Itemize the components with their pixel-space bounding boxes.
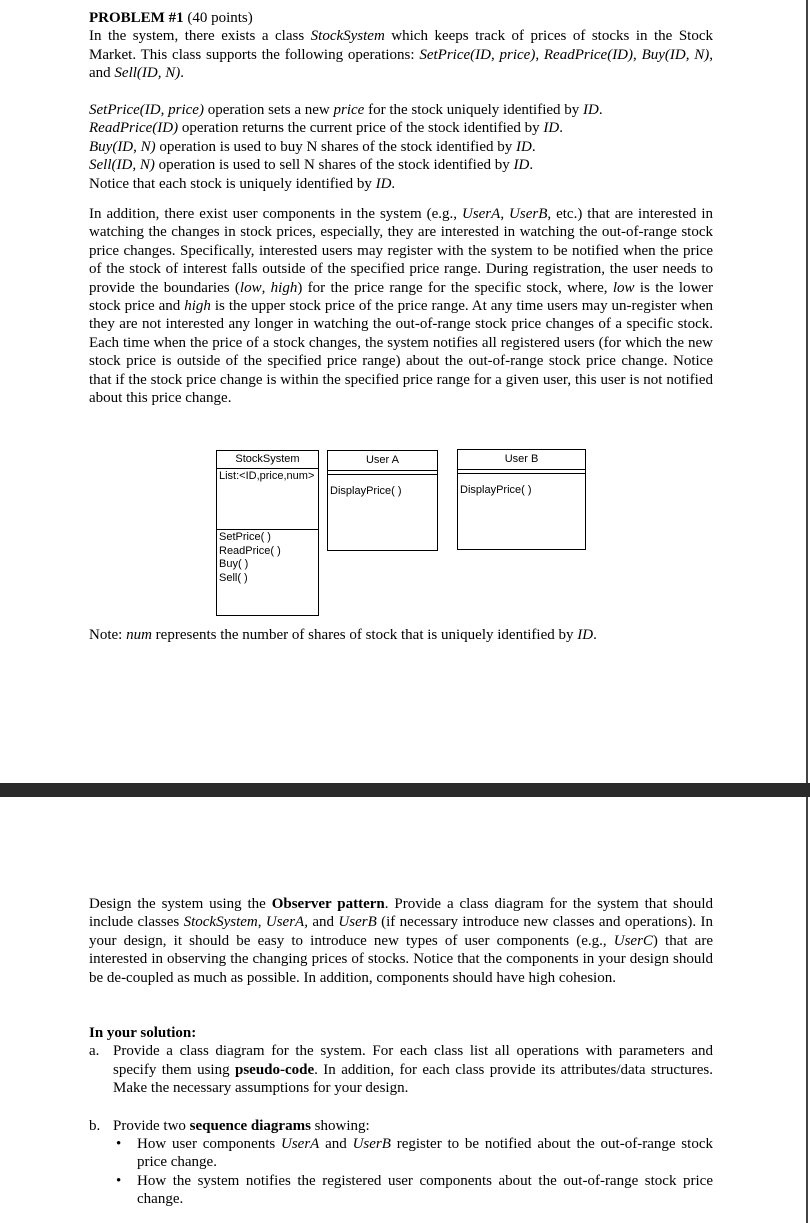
- solution-list: [89, 1042, 713, 1135]
- operation: Sell( ): [219, 571, 248, 584]
- operation-line: Notice that each stock is uniquely identified by ID.: [89, 175, 396, 192]
- design-paragraph: Design the system using the Observer pattern. Provide a class diagram for the system that should include classes StockSystem, UserA, and UserB (if necessary introduce new classes and operations). In your design, it should be easy to introduce new types of user components (e.g., UserC) that are interested in observing the changing prices of stocks. Notice that the components in your design should be de-coupled as much as possible. In addition, components should have high cohesion.: [89, 896, 714, 986]
- page-break: [0, 783, 810, 797]
- problem-title: PROBLEM #1: [89, 10, 184, 26]
- note-paragraph: Note: num represents the number of shares of stock that is uniquely identified by ID.: [89, 627, 597, 643]
- operation: SetPrice( ): [219, 531, 271, 543]
- class-stocksystem: [216, 450, 319, 616]
- problem-intro: [89, 9, 713, 83]
- class-user-b: [457, 449, 586, 550]
- operation: ReadPrice( ): [219, 544, 281, 557]
- class-name: User A: [328, 451, 437, 471]
- item-label: b.: [89, 1117, 101, 1134]
- class-attributes: List:<ID,price,num>: [217, 469, 318, 530]
- class-name: User B: [458, 450, 585, 470]
- operations-list: [89, 101, 713, 193]
- operation-line: SetPrice(ID, price) operation sets a new price for the stock uniquely identified by ID.: [89, 102, 603, 118]
- intro-paragraph: In the system, there exists a class StockSystem which keeps track of prices of stocks in the Stock Market. This class supports the following operations: SetPrice(ID, price), ReadPrice(ID), Buy(ID, N), and Sell(ID, N).: [89, 28, 714, 82]
- solution-item-a: [89, 1042, 713, 1097]
- solution-item-b: [89, 1117, 713, 1135]
- item-text: Provide two sequence diagrams showing:: [113, 1117, 370, 1134]
- bullet-item: • How user components UserA and UserB register to be notified about the out-of-range stock price change.: [89, 1135, 713, 1172]
- operation-line: Sell(ID, N) operation is used to sell N shares of the stock identified by ID.: [89, 157, 534, 174]
- class-name: StockSystem: [217, 451, 318, 469]
- class-operation: DisplayPrice( ): [460, 484, 532, 496]
- sequence-diagram-list: [89, 1135, 713, 1209]
- class-operations: [217, 530, 318, 586]
- item-text: Provide a class diagram for the system. For each class list all operations with parameters and specify them using pseudo-code. In addition, for each class provide its attributes/data structures. Make the necessary assumptions for your design.: [113, 1043, 713, 1097]
- operation-line: Buy(ID, N) operation is used to buy N shares of the stock identified by ID.: [89, 138, 536, 155]
- solution-section: [89, 1024, 713, 1209]
- page-2: [0, 797, 808, 1223]
- class-operation: DisplayPrice( ): [330, 485, 402, 497]
- class-user-a: [327, 450, 438, 551]
- bullet-item: • How the system notifies the registered user components about the out-of-range stock price change.: [89, 1172, 713, 1209]
- addition-paragraph: In addition, there exist user components in the system (e.g., UserA, UserB, etc.) that are interested in watching the changes in stock prices, especially, they are interested in watching the out-of-range stock price changes. Specifically, interested users may register with the system to be notified when the price of the stock of interest falls outside of the specified price range. During registration, the user needs to provide the boundaries (low, high) for the price range for the specific stock, where, low is the lower stock price and high is the upper stock price of the price range. At any time users may un-register when they are not interested any longer in watching the out-of-range stock price changes of a specific stock. Each time when the price of a stock changes, the system notifies all registered users (for which the new stock price is outside of the specified price range) about the out-of-range stock price change. Notice that if the stock price change is within the specified price range for a given user, this user is not notified about this price change.: [89, 206, 713, 407]
- item-label: a.: [89, 1043, 100, 1060]
- solution-heading: In your solution:: [89, 1025, 197, 1041]
- operation: Buy( ): [219, 558, 249, 570]
- problem-points: (40 points): [187, 10, 253, 26]
- operation-line: ReadPrice(ID) operation returns the current price of the stock identified by ID.: [89, 120, 563, 137]
